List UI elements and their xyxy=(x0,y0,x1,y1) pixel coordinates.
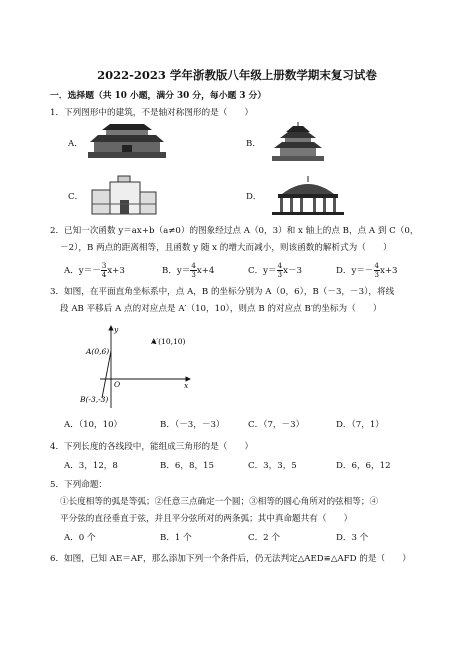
label-y: y xyxy=(114,325,119,334)
q1-label-c: C． xyxy=(68,192,84,202)
prop-2-marker: ② xyxy=(154,497,164,507)
q3-line2: 段 AB 平移后 A 点的对应点是 A′（10，10），则点 B 的对应点 B′的坐标为（ ） xyxy=(60,304,382,314)
q4-option-b: B．6，8，15 xyxy=(160,461,214,471)
label-a: A(0,6) xyxy=(86,347,110,356)
page-title: 2022-2023 学年浙教版八年级上册数学期末复习试卷 xyxy=(97,68,377,82)
q4-option-a: A．3，12，8 xyxy=(64,461,118,471)
q4-stem: 4．下列长度的各线段中，能组成三角形的是（ ） xyxy=(50,442,254,452)
q3-option-a: A．（10，10） xyxy=(64,420,123,430)
q2-option-a: A．y＝－ $\frac{3}{4}$ x+3 xyxy=(64,262,125,279)
q1-label-d: D． xyxy=(246,192,262,202)
label-o: O xyxy=(114,380,121,389)
prop-3-marker: ③ xyxy=(249,497,258,507)
q1-figure-c-castle xyxy=(88,174,160,216)
q3-option-d: D．（7，1） xyxy=(336,420,384,430)
segment-ab xyxy=(102,351,111,398)
q1-figure-a-gate-building xyxy=(86,122,168,160)
q1-label-a: A． xyxy=(68,139,83,149)
q3-coordinate-figure xyxy=(80,320,200,412)
q3-option-c: C．（7，－3） xyxy=(248,420,305,430)
label-x: x xyxy=(184,381,189,390)
q5-line2: 平分弦的直径垂直于弦，并且平分弦所对的两条弧；其中真命题共有（ ） xyxy=(60,514,353,524)
q1-stem: 1．下列图形中的建筑，不是轴对称图形的是（ ） xyxy=(50,108,254,118)
q5-option-a: A．0 个 xyxy=(64,533,96,543)
q5-option-d: D．3 个 xyxy=(336,533,369,543)
label-a-prime: A′(10,10) xyxy=(151,337,186,346)
q2-line2: －2），B 两点的距离相等，且函数 y 随 x 的增大而减小，则该函数的解析式为（ ） xyxy=(60,243,392,253)
q3-line1: 3．如图，在平面直角坐标系中，点 A，B 的坐标分别为 A（0，6），B（－3，－3），将线 xyxy=(50,287,395,297)
q6-stem: 6．如图，已知 AE＝AF，那么添加下列一个条件后，仍无法判定△AED≌△AFD 的是（ ） xyxy=(50,554,411,564)
prop-1-marker: ① xyxy=(60,497,69,507)
q5-stem: 5．下列命题： xyxy=(50,480,108,490)
q5-option-b: B．1 个 xyxy=(160,533,192,543)
prop-4-marker: ④ xyxy=(369,497,379,507)
section-heading: 一．选择题（共 10 小题，满分 30 分，每小题 3 分） xyxy=(50,91,267,101)
q2-option-b: B．y＝ $\frac{4}{3}$ x+4 xyxy=(162,262,215,279)
q2-option-d: D．y＝－ $\frac{4}{3}$ x+3 xyxy=(336,262,398,279)
q5-option-c: C．2 个 xyxy=(248,533,280,543)
label-b: B(-3,-3) xyxy=(80,395,109,404)
q1-label-b: B． xyxy=(246,139,261,149)
q2-option-c: C．y＝ $\frac{4}{3}$ x－3 xyxy=(248,262,303,279)
q1-figure-d-domed-hall xyxy=(268,176,348,216)
q2-line1: 2．已知一次函数 y＝ax+b（a≠0）的图象经过点 A（0，3）和 x 轴上的点 B，点 A 到 C（0， xyxy=(50,226,419,236)
q1-figure-b-temple xyxy=(268,122,328,162)
q3-option-b: B．（－3，－3） xyxy=(160,420,225,430)
q4-option-d: D．6，6，12 xyxy=(336,461,391,471)
q5-line1: ①长度相等的弧是等弧；②任意三点确定一个圆；③相等的圆心角所对的弦相等；④ xyxy=(60,497,379,507)
q4-option-c: C．3，3，5 xyxy=(248,461,297,471)
